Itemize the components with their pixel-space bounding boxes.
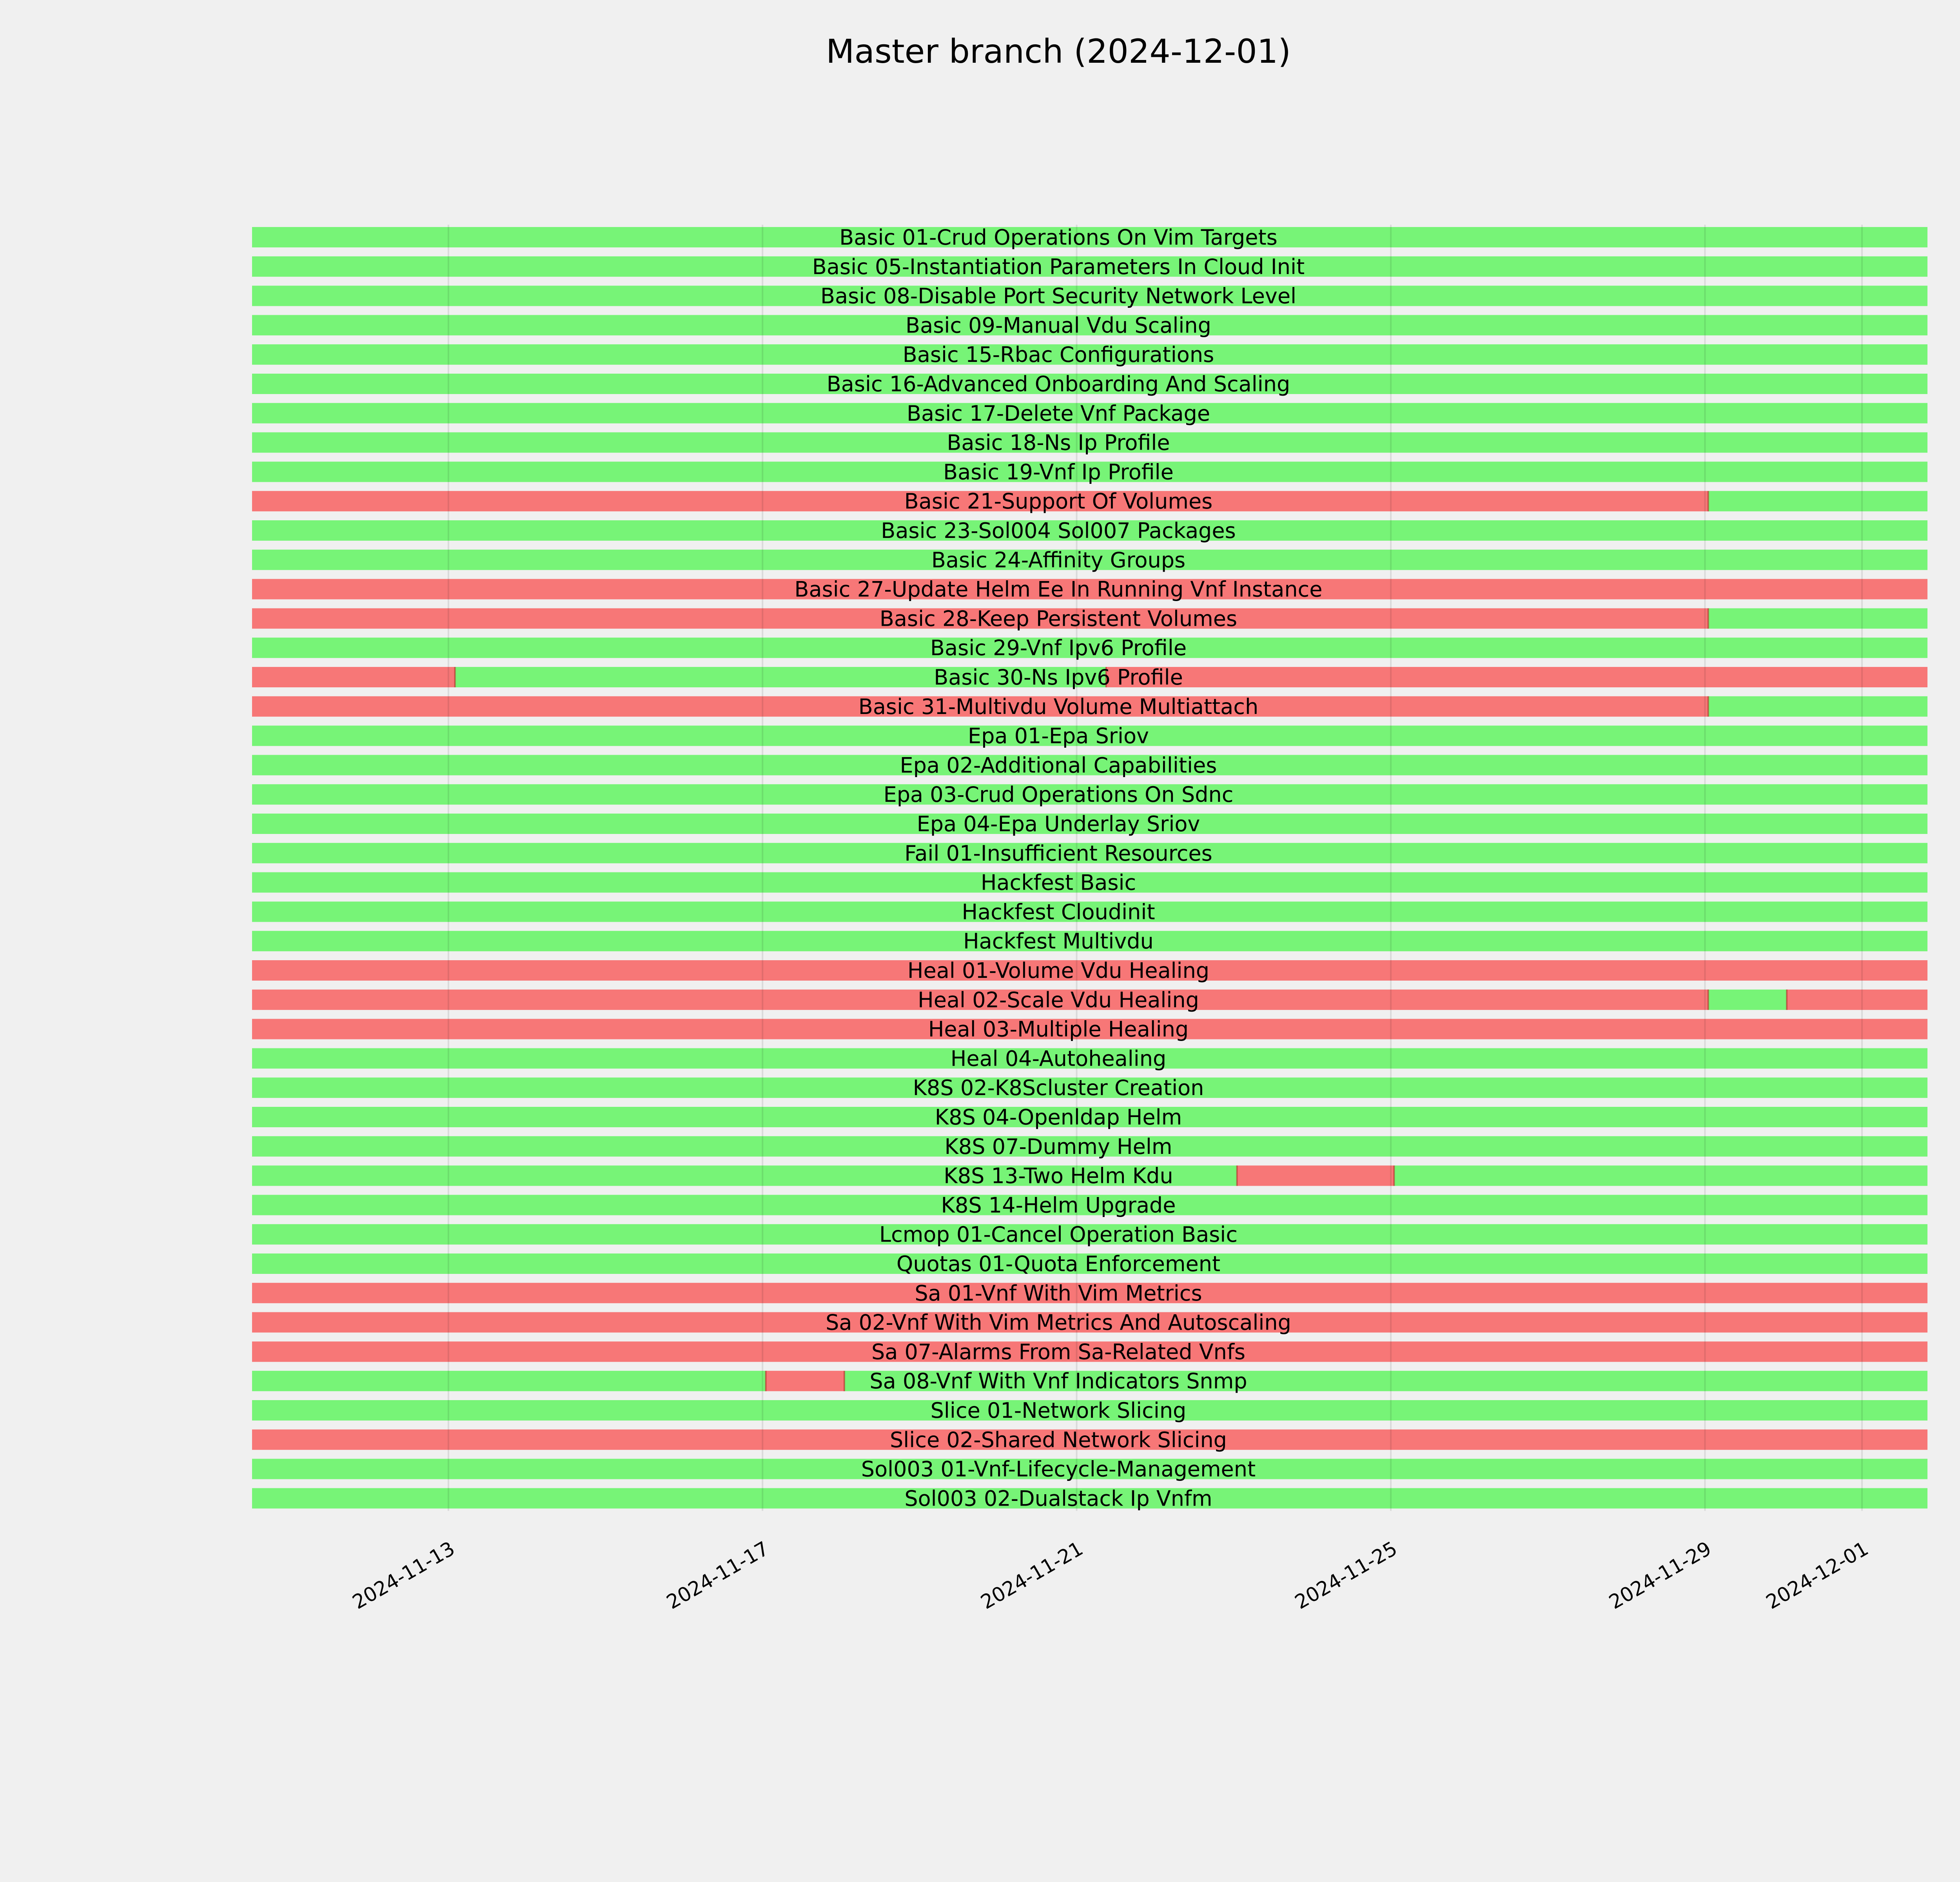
row-label: Hackfest Cloudinit: [962, 899, 1155, 925]
row-label: K8S 02-K8Scluster Creation: [913, 1075, 1204, 1101]
row-label: Basic 23-Sol004 Sol007 Packages: [881, 518, 1236, 543]
bar-segment-fail: [252, 667, 455, 687]
row-label: Fail 01-Insufficient Resources: [904, 841, 1212, 866]
bar-segment-fail: [1106, 667, 1927, 687]
bar-segment-pass: [1394, 1166, 1927, 1186]
x-tick-label: 2024-11-13: [348, 1537, 459, 1614]
row-label: Sa 02-Vnf With Vim Metrics And Autoscaling: [826, 1310, 1291, 1335]
row-label: Epa 04-Epa Underlay Sriov: [916, 812, 1200, 836]
bar-segment-pass: [1708, 608, 1927, 629]
row-label: Heal 03-Multiple Healing: [928, 1017, 1189, 1042]
row-label: Basic 17-Delete Vnf Package: [906, 401, 1210, 426]
row-label: Lcmop 01-Cancel Operation Basic: [879, 1222, 1238, 1247]
bar-segment-pass: [1708, 990, 1787, 1010]
row-label: Basic 24-Affinity Groups: [931, 547, 1186, 572]
x-tick-label: 2024-11-17: [662, 1537, 773, 1614]
row-label: Basic 09-Manual Vdu Scaling: [906, 313, 1211, 338]
row-label: Basic 30-Ns Ipv6 Profile: [934, 665, 1183, 690]
row-label: Slice 01-Network Slicing: [930, 1398, 1187, 1423]
row-label: Heal 01-Volume Vdu Healing: [907, 958, 1210, 983]
row-label: Sol003 02-Dualstack Ip Vnfm: [904, 1486, 1212, 1511]
x-tick-label: 2024-12-01: [1762, 1537, 1872, 1614]
row-label: K8S 14-Helm Upgrade: [941, 1193, 1176, 1218]
row-label: Basic 19-Vnf Ip Profile: [943, 460, 1174, 485]
row-label: Sol003 01-Vnf-Lifecycle-Management: [861, 1457, 1256, 1482]
row-label: Basic 31-Multivdu Volume Multiattach: [858, 694, 1259, 719]
row-label: Basic 05-Instantiation Parameters In Cloud Init: [812, 254, 1305, 279]
row-label: Basic 15-Rbac Configurations: [902, 342, 1214, 367]
row-label: Epa 03-Crud Operations On Sdnc: [883, 782, 1234, 807]
chart-title: Master branch (2024-12-01): [826, 32, 1291, 71]
bar-segment-fail: [1237, 1166, 1394, 1186]
bar-segment-pass: [252, 1371, 766, 1391]
bar-segment-fail: [766, 1371, 844, 1391]
row-label: Slice 02-Shared Network Slicing: [890, 1427, 1227, 1452]
row-label: Hackfest Multivdu: [963, 929, 1154, 954]
x-tick-label: 2024-11-25: [1291, 1537, 1401, 1614]
row-label: Heal 04-Autohealing: [950, 1046, 1167, 1071]
x-tick-label: 2024-11-21: [976, 1537, 1087, 1614]
row-label: Basic 29-Vnf Ipv6 Profile: [930, 636, 1187, 661]
row-label: K8S 13-Two Helm Kdu: [944, 1163, 1173, 1188]
row-label: Basic 28-Keep Persistent Volumes: [879, 606, 1238, 631]
row-label: K8S 04-Openldap Helm: [935, 1105, 1182, 1130]
row-label: K8S 07-Dummy Helm: [944, 1134, 1172, 1159]
row-label: Basic 27-Update Helm Ee In Running Vnf Instance: [794, 577, 1323, 602]
row-label: Hackfest Basic: [980, 870, 1136, 895]
bar-segment-pass: [1708, 696, 1927, 717]
row-label: Epa 02-Additional Capabilities: [900, 753, 1217, 778]
bar-segment-fail: [1787, 990, 1927, 1010]
row-label: Epa 01-Epa Sriov: [968, 723, 1149, 748]
row-label: Basic 16-Advanced Onboarding And Scaling: [826, 372, 1290, 396]
row-label: Sa 01-Vnf With Vim Metrics: [915, 1281, 1202, 1306]
row-label: Basic 21-Support Of Volumes: [904, 489, 1213, 514]
bar-segment-pass: [1708, 491, 1927, 511]
row-label: Basic 18-Ns Ip Profile: [947, 430, 1170, 455]
row-label: Quotas 01-Quota Enforcement: [896, 1252, 1221, 1276]
row-label: Sa 08-Vnf With Vnf Indicators Snmp: [869, 1369, 1247, 1394]
row-label: Basic 08-Disable Port Security Network Level: [820, 283, 1297, 309]
row-label: Basic 01-Crud Operations On Vim Targets: [839, 225, 1278, 250]
row-label: Heal 02-Scale Vdu Healing: [918, 987, 1199, 1012]
row-label: Sa 07-Alarms From Sa-Related Vnfs: [871, 1339, 1246, 1364]
x-tick-label: 2024-11-29: [1605, 1537, 1715, 1614]
